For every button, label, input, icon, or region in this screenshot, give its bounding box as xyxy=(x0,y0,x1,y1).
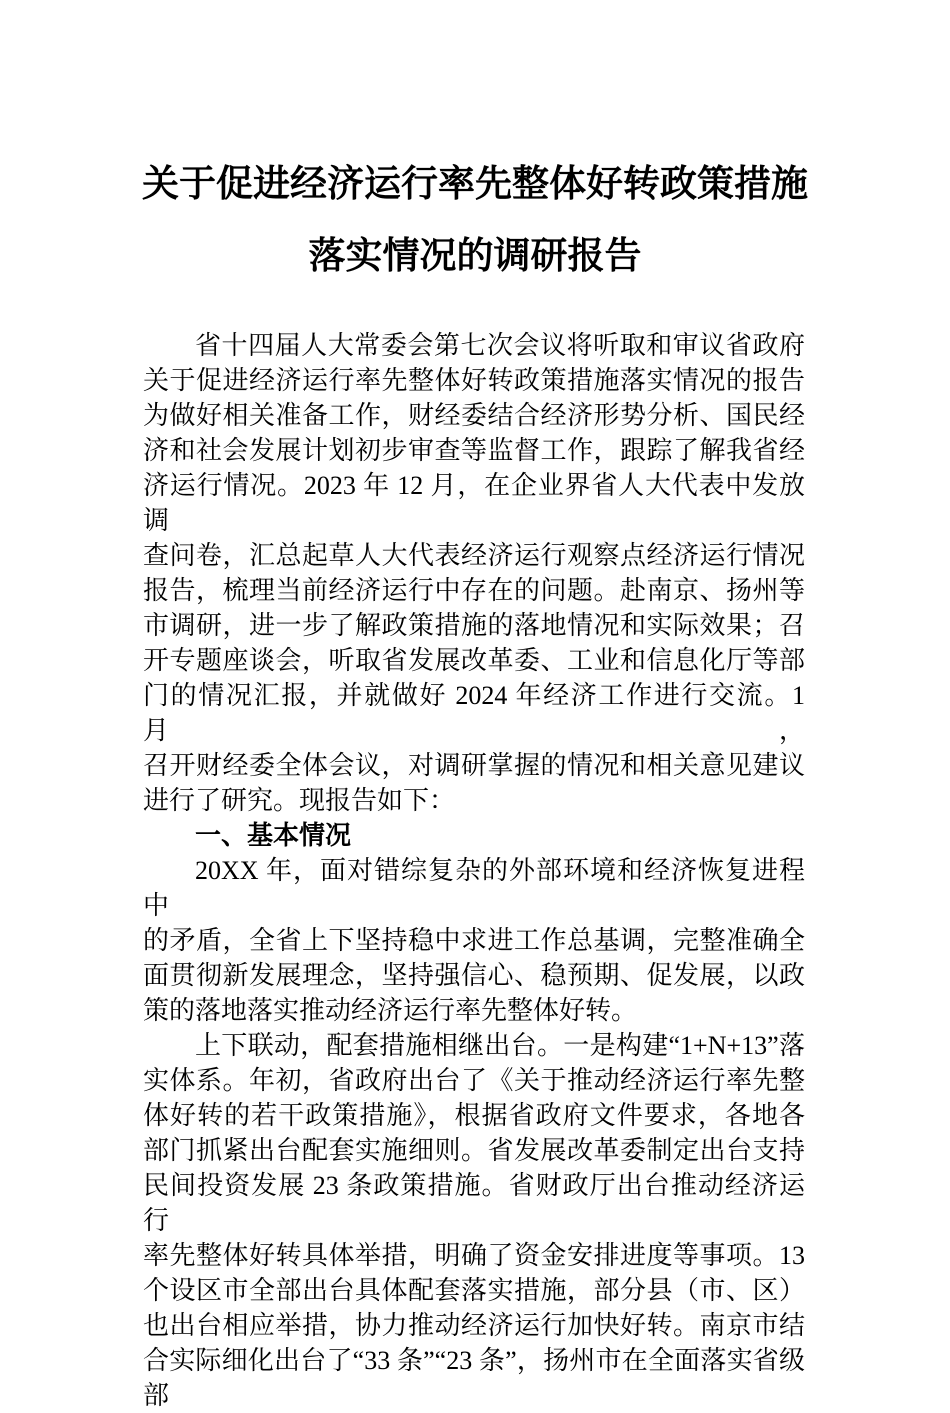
text-line: 面贯彻新发展理念，坚持强信心、稳预期、促发展，以政 xyxy=(143,961,805,990)
text-line: 进行了研究。现报告如下： xyxy=(143,786,456,815)
text-line: 合实际细化出台了“33 条”“23 条”，扬州市在全面落实省级部 xyxy=(143,1346,805,1410)
text-line: 报告，梳理当前经济运行中存在的问题。赴南京、扬州等 xyxy=(143,576,805,605)
text-line: 率先整体好转具体举措，明确了资金安排进度等事项。13 xyxy=(143,1241,805,1270)
text-line: 体好转的若干政策措施》，根据省政府文件要求，各地各 xyxy=(143,1101,805,1130)
text-line: 策的落地落实推动经济运行率先整体好转。 xyxy=(143,996,638,1025)
text-line: 的矛盾，全省上下坚持稳中求进工作总基调，完整准确全 xyxy=(143,926,805,955)
text-line: 济和社会发展计划初步审查等监督工作，跟踪了解我省经 xyxy=(143,436,805,465)
text-line: 部门抓紧出台配套实施细则。省发展改革委制定出台支持 xyxy=(143,1136,805,1165)
body-paragraph xyxy=(143,328,805,818)
text-line: 关于促进经济运行率先整体好转政策措施落实情况的报告 xyxy=(143,366,805,395)
text-line: 门的情况汇报，并就做好 2024 年经济工作进行交流。1 月， xyxy=(143,681,805,745)
text-line: 省十四届人大常委会第七次会议将听取和审议省政府 xyxy=(195,331,805,360)
text-line: 20XX 年，面对错综复杂的外部环境和经济恢复进程中 xyxy=(143,856,805,920)
text-line: 召开财经委全体会议，对调研掌握的情况和相关意见建议 xyxy=(143,751,805,780)
body-paragraph xyxy=(143,853,805,1028)
document-title-line-1: 关于促进经济运行率先整体好转政策措施 xyxy=(142,163,808,204)
section-heading xyxy=(143,818,805,853)
text-line: 开专题座谈会，听取省发展改革委、工业和信息化厅等部 xyxy=(143,646,805,675)
text-line: 民间投资发展 23 条政策措施。省财政厅出台推动经济运行 xyxy=(143,1171,805,1235)
body-paragraph xyxy=(143,1028,805,1413)
text-line: 上下联动，配套措施相继出台。一是构建“1+N+13”落 xyxy=(195,1031,805,1060)
text-line: 个设区市全部出台具体配套落实措施，部分县（市、区） xyxy=(143,1276,805,1305)
document-title xyxy=(0,0,950,292)
document-body xyxy=(143,328,805,1413)
text-line: 为做好相关准备工作，财经委结合经济形势分析、国民经 xyxy=(143,401,805,430)
text-line: 济运行情况。2023 年 12 月，在企业界省人大代表中发放调 xyxy=(143,471,805,535)
document-title-line-2: 落实情况的调研报告 xyxy=(308,235,642,276)
text-line: 查问卷，汇总起草人大代表经济运行观察点经济运行情况 xyxy=(143,541,805,570)
text-line: 一、基本情况 xyxy=(195,820,352,850)
text-line: 实体系。年初，省政府出台了《关于推动经济运行率先整 xyxy=(143,1066,805,1095)
text-line: 市调研，进一步了解政策措施的落地情况和实际效果；召 xyxy=(143,611,805,640)
text-line: 也出台相应举措，协力推动经济运行加快好转。南京市结 xyxy=(143,1311,805,1340)
